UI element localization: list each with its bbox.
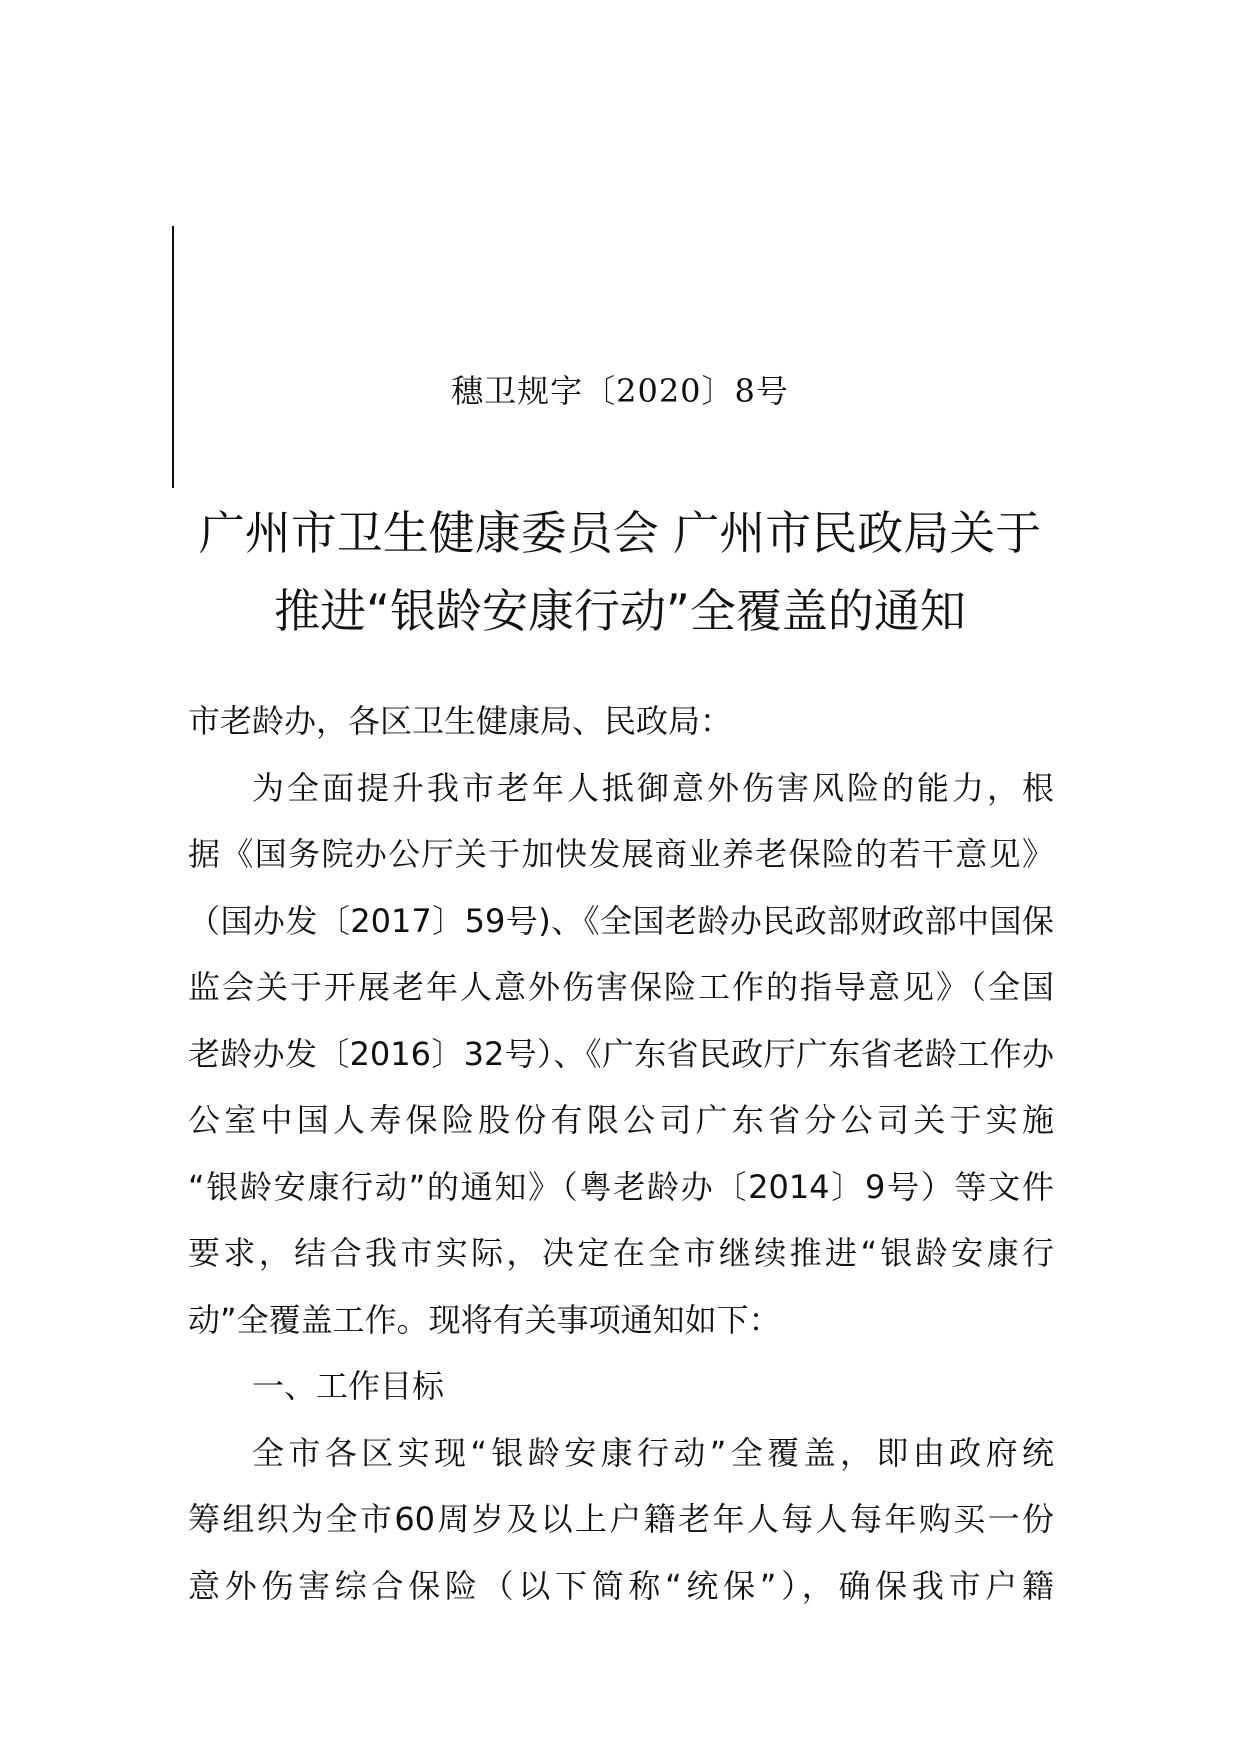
body-line-7: “银龄安康行动”的通知》（粤老龄办〔2014〕9号）等文件 — [188, 1167, 1054, 1206]
section-heading: 一、工作目标 — [252, 1367, 445, 1405]
body-line-6: 公室中国人寿保险股份有限公司广东省分公司关于实施 — [188, 1101, 1054, 1139]
margin-rule — [172, 226, 174, 488]
body-line-13: 意外伤害综合保险（以下简称“统保”），确保我市户籍 — [188, 1566, 1054, 1605]
body-line-11: 全市各区实现“银龄安康行动”全覆盖，即由政府统 — [252, 1433, 1054, 1472]
body-line-1: 为全面提升我市老年人抵御意外伤害风险的能力，根 — [252, 768, 1054, 807]
document-body — [188, 688, 1054, 1619]
body-line-9: 动”全覆盖工作。现将有关事项通知如下： — [188, 1300, 781, 1339]
body-line-5: 老龄办发〔2016〕32号）、《广东省民政厅广东省老龄工作办 — [188, 1034, 1054, 1073]
title-line-1: 广州市卫生健康委员会 广州市民政局关于 — [198, 506, 1042, 560]
body-line-3: （国办发〔2017〕59号)、《全国老龄办民政部财政部中国保 — [188, 901, 1054, 940]
title-line-2: 推进“银龄安康行动”全覆盖的通知 — [274, 584, 966, 638]
body-line-12: 筹组织为全市60周岁及以上户籍老年人每人每年购买一份 — [188, 1500, 1054, 1538]
document-title — [140, 494, 1100, 650]
body-line-2: 据《国务院办公厅关于加快发展商业养老保险的若干意见》 — [188, 835, 1054, 873]
body-line-8: 要求，结合我市实际，决定在全市继续推进“银龄安康行 — [188, 1234, 1054, 1272]
addressee-line: 市老龄办，各区卫生健康局、民政局： — [188, 702, 733, 740]
body-line-4: 监会关于开展老年人意外伤害保险工作的指导意见》（全国 — [188, 968, 1054, 1006]
document-number: 穗卫规字〔2020〕8号 — [451, 372, 789, 410]
